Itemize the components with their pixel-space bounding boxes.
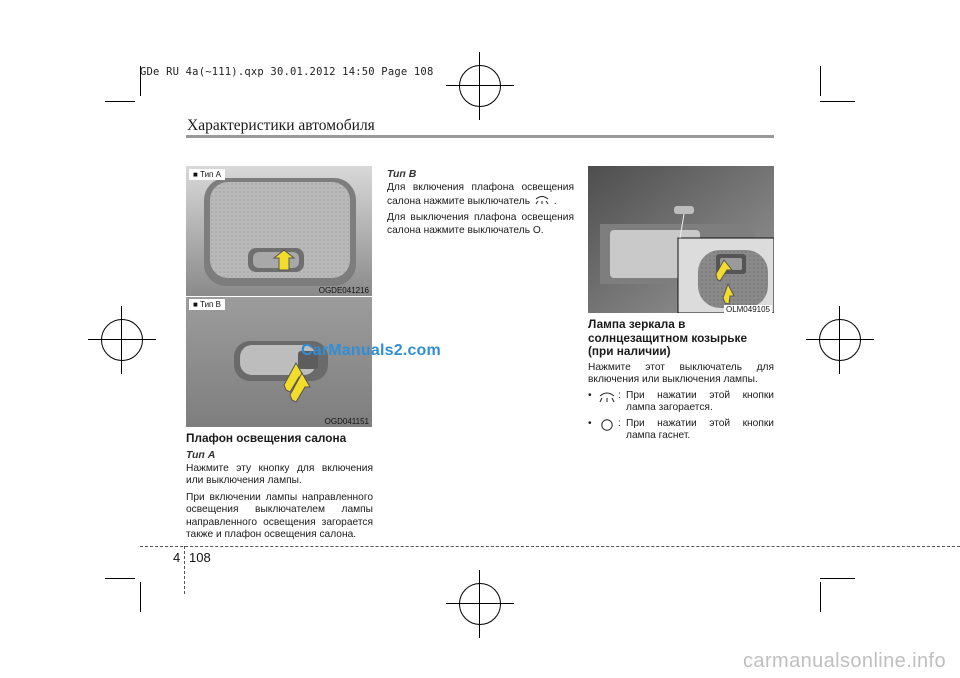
registration-mark-bottom (459, 583, 501, 625)
crop-mark (105, 578, 135, 579)
footer-separator (184, 546, 185, 594)
crop-mark (105, 101, 135, 102)
paragraph-type-a-2: При включении лампы направленного освещения выключателем лампы направленного освещения загорается также и плафон освещения салона. (186, 491, 373, 541)
crop-mark (820, 66, 821, 96)
section-heading-dome-light: Плафон освещения салона (186, 431, 347, 445)
paragraph-vanity-intro: Нажмите этот выключатель для включения или выключения лампы. (588, 361, 774, 386)
paragraph-type-a-1: Нажмите эту кнопку для включения или выключения лампы. (186, 462, 373, 487)
bullet-lamp-off: • : При нажатии этой кнопки лампа гаснет. (588, 417, 774, 442)
bullet-text-lamp-off: При нажатии этой кнопки лампа гаснет. (626, 417, 774, 442)
figure-type-b (186, 297, 372, 427)
figure-visor-mirror (588, 166, 774, 313)
figure-code-visor: OLM049105 (725, 305, 770, 313)
registration-mark-top (459, 65, 501, 107)
lamp-off-icon (596, 419, 618, 431)
right-text-column (588, 318, 774, 443)
lamp-on-icon (533, 195, 551, 205)
bullet-text-lamp-on: При нажатии этой кнопки лампа загорается. (626, 389, 774, 414)
bullet-colon: : (618, 417, 621, 429)
middle-text-column (387, 168, 574, 237)
figure-code-type-b: OGD041151 (324, 417, 369, 426)
page-number: 108 (189, 550, 211, 565)
paragraph-type-b-1-end: . (553, 195, 557, 207)
paragraph-type-b-2: Для выключения плафона освещения салона нажмите выключатель O. (387, 212, 574, 236)
registration-mark-right (819, 319, 861, 361)
footer-watermark: carmanualsonline.info (743, 650, 946, 672)
page-section-number: 4 (173, 550, 181, 565)
left-text-column (186, 432, 373, 542)
figure-code-type-a: OGDE041216 (318, 286, 369, 295)
header-rule (186, 135, 774, 138)
vanity-mirror-illustration (588, 166, 774, 313)
bullet-lamp-on: • : При нажатии этой кнопки лампа загорается. (588, 389, 774, 414)
figure-tag-type-b: ■ Тип B (189, 299, 225, 310)
crop-mark (140, 582, 141, 612)
lamp-on-icon (596, 391, 618, 403)
page-header-title: Характеристики автомобиля (187, 117, 375, 134)
bullet-colon: : (618, 389, 621, 401)
paragraph-type-b-1-text: Для включения плафона освещения салона нажмите выключатель (387, 182, 574, 207)
figure-type-a (186, 166, 372, 296)
crop-mark (820, 578, 855, 579)
dome-light-illustration (186, 166, 372, 296)
registration-mark-left (101, 319, 143, 361)
map-light-illustration (186, 297, 372, 427)
crop-mark (820, 582, 821, 612)
figure-tag-type-a: ■ Тип A (189, 169, 225, 180)
crop-mark (820, 101, 855, 102)
section-heading-vanity-lamp: Лампа зеркала в солнцезащитном козырьке (при наличии) (588, 317, 747, 358)
print-slug: GDe RU 4a(~111).qxp 30.01.2012 14:50 Page 108 (140, 66, 434, 78)
subheading-type-b: Тип B (387, 168, 417, 180)
subheading-type-a: Тип A (186, 448, 216, 461)
paragraph-type-b-1 (387, 182, 574, 208)
watermark-carmanuals2: CarManuals2.com (301, 342, 441, 359)
footer-dashed-rule (140, 546, 960, 547)
